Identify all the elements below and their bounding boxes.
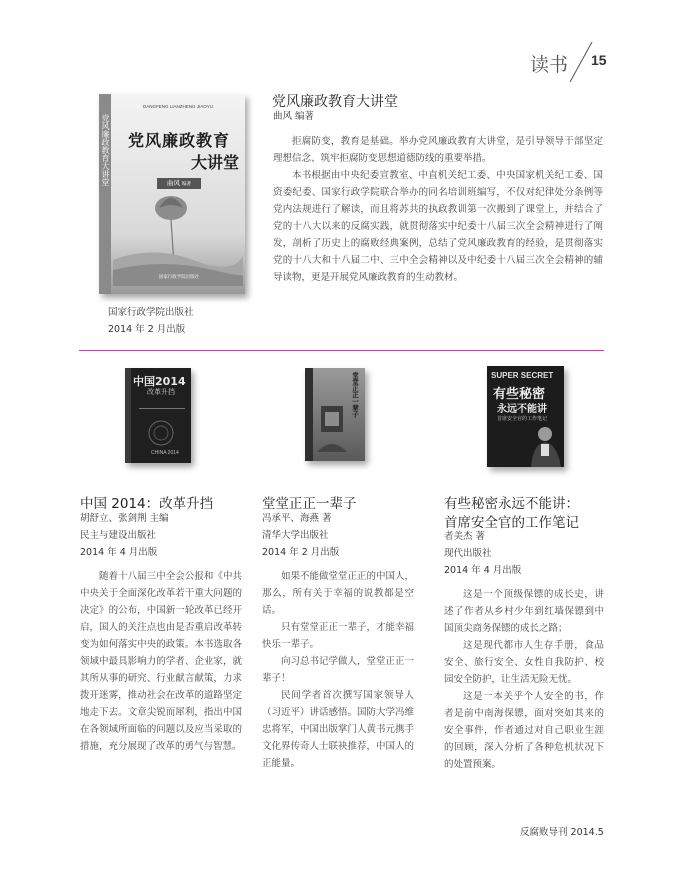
book3-title-line1: 有些秘密永远不能讲：	[444, 496, 579, 512]
book2-paragraph: 向习总书记学做人，堂堂正正一辈子！	[262, 656, 415, 684]
featured-date: 2014 年 2 月出版	[108, 324, 186, 335]
book3-title-line2: 首席安全官的工作笔记	[444, 515, 579, 531]
featured-cover-author-tag	[157, 178, 201, 189]
featured-body	[273, 133, 603, 286]
book1-author: 胡舒立、张剑荆 主编	[80, 513, 169, 524]
featured-title: 党风廉政教育大讲堂	[272, 94, 398, 110]
featured-paragraph: 拒腐防变，教育是基础。举办党风廉政教育大讲堂，是引导领导干部坚定理想信念、筑牢拒腐防变思想道德防线的重要举措。	[273, 136, 603, 164]
book3-cover-top: SUPER SECRET	[491, 371, 554, 380]
book3-body	[444, 586, 604, 773]
book2-cover-graphic	[317, 402, 347, 452]
book2-paragraph: 只有堂堂正正一辈子，才能幸福快乐一辈子。	[262, 622, 415, 650]
page-number: 15	[591, 52, 607, 68]
book2-author: 冯承平、海燕 著	[262, 513, 332, 524]
book1-cover-subtitle: 改革升挡	[147, 388, 175, 396]
book1-body	[80, 568, 242, 755]
book3-cover-figure	[523, 424, 563, 467]
book2-date: 2014 年 2 月出版	[262, 547, 340, 558]
book1-cover-title: 中国2014	[133, 375, 186, 388]
book-cover-tangtang	[305, 368, 365, 461]
book2-paragraph: 如果不能做堂堂正正的中国人，那么，所有关于幸福的说教都是空话。	[262, 571, 415, 616]
featured-cover-side-text: 党风廉政教育大讲堂	[101, 114, 110, 186]
section-title: 读书	[530, 54, 569, 76]
book2-body	[262, 568, 414, 772]
book3-paragraph: 这是一个顶级保镖的成长史，讲述了作者从乡村少年到红墙保镖到中国顶尖商务保镖的成长之路；	[444, 589, 604, 634]
book3-paragraph: 这是现代都市人生存手册，食品安全、旅行安全、女性自我防护、校园安全防护，让生活无险无忧。	[444, 640, 604, 685]
book1-cover-graphic	[135, 418, 187, 448]
book2-publisher: 清华大学出版社	[262, 530, 329, 541]
lotus-illustration	[113, 190, 243, 286]
book2-paragraph: 民间学者首次撰写国家领导人（习近平）讲话感悟。国防大学冯维忠将军，中国出版掌门人黄书元携手文化界传奇人士联袂推荐，中国人的正能量。	[262, 690, 415, 769]
book-cover-super-secret	[487, 366, 564, 467]
featured-cover-pinyin: DANGFENG LIANZHENG JIAOYU	[142, 104, 213, 109]
book3-author: 者美杰 著	[444, 531, 486, 542]
book1-publisher: 民主与建设出版社	[80, 530, 157, 541]
featured-book-cover	[99, 94, 245, 294]
section-divider	[79, 350, 604, 351]
featured-cover-title-line1: 党风廉政教育	[127, 131, 230, 150]
book1-paragraph: 随着十八届三中全会公报和《中共中央关于全面深化改革若干重大问题的决定》的公布，中国新一轮改革已经开启，国人的关注点也由是否重启改革转变为如何落实中央的政策。本书选取各领域中最具影响力的学者、企业家，就其所从事的研究、行业献言献策，力求拨开迷雾，推动社会在改革的道路坚定地走下去。文章尖锐而犀利，指出中国在各领域所面临的问题以及应当采取的措施，充分展现了改革的勇气与智慧。	[80, 571, 242, 752]
featured-cover-publisher: 国家行政学院出版社	[158, 275, 200, 280]
featured-cover-author: 曲风	[166, 179, 180, 187]
book3-cover-title-line2: 永远不能讲	[497, 404, 547, 415]
book2-title: 堂堂正正一辈子	[262, 496, 357, 512]
featured-paragraph: 本书根据由中央纪委宣教室、中直机关纪工委、中央国家机关纪工委、国资委纪委、国家行政学院联合举办的同名培训班编写，不仅对纪律处分条例等党内法规进行了解读，而且将苏共的执政教训第一次搬到了课堂上，并结合了党的十八大以来的反腐实践，就贯彻落实中纪委十八届三次全会精神进行了阐发，剖析了历史上的腐败经典案例，总结了党风廉政教育的经验，是贯彻落实党的十八大和十八届二中、三中全会精神以及中纪委十八届三次全会精神的辅导读物，更是开展党风廉政教育的生动教材。	[273, 170, 603, 283]
featured-cover-author-suffix: 编著	[182, 182, 192, 187]
book3-date: 2014 年 4 月出版	[444, 565, 522, 576]
book3-paragraph: 这是一本关乎个人安全的书，作者是前中南海保镖，面对突如其来的安全事件，作者通过对自己职业生涯的回顾，深入分析了各种危机状况下的处置预案。	[444, 691, 604, 770]
footer-publication: 反腐败导刊 2014.5	[520, 827, 604, 838]
book-cover-china-2014	[125, 368, 191, 463]
book1-date: 2014 年 4 月出版	[80, 547, 158, 558]
book1-title: 中国 2014：改革升挡	[80, 496, 214, 512]
book3-cover-subtitle: 首席安全官的工作笔记	[497, 416, 548, 422]
book3-cover-title-line1: 有些秘密	[493, 387, 546, 402]
featured-cover-title-line2: 大讲堂	[190, 153, 239, 172]
featured-publisher: 国家行政学院出版社	[108, 307, 194, 318]
book1-cover-bottom: CHINA 2014	[151, 450, 179, 456]
book2-cover-title: 堂堂正正一辈子	[351, 372, 359, 418]
featured-author: 曲风 编著	[273, 111, 315, 122]
book3-publisher: 现代出版社	[444, 548, 492, 559]
